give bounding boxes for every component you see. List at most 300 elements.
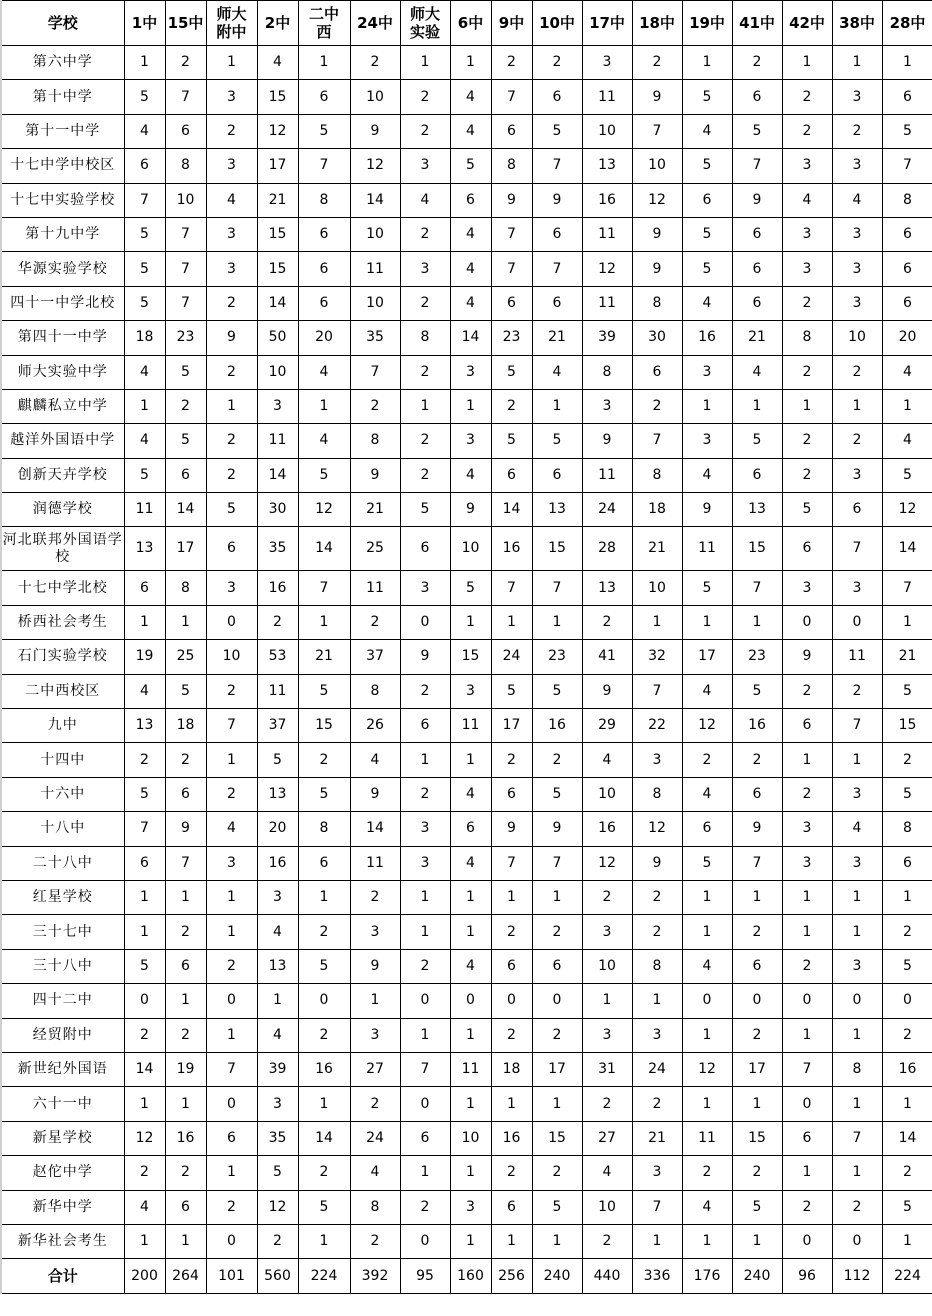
table-row — [1, 527, 932, 571]
total-value: 336 — [632, 1259, 682, 1294]
cell-value: 15 — [732, 527, 782, 571]
school-name: 四十二中 — [1, 984, 124, 1018]
cell-value: 5 — [732, 674, 782, 708]
cell-value: 2 — [832, 114, 882, 148]
cell-value: 6 — [732, 217, 782, 251]
total-value: 264 — [165, 1259, 206, 1294]
cell-value: 14 — [882, 527, 932, 571]
cell-value: 3 — [257, 1087, 298, 1121]
cell-value: 9 — [206, 321, 257, 355]
table-row — [1, 846, 932, 880]
cell-value: 4 — [782, 183, 832, 217]
cell-value: 2 — [206, 949, 257, 983]
header-column — [298, 1, 350, 46]
cell-value: 2 — [491, 1018, 532, 1052]
cell-value: 3 — [450, 355, 491, 389]
cell-value: 12 — [124, 1121, 165, 1155]
cell-value: 7 — [732, 846, 782, 880]
cell-value: 15 — [257, 217, 298, 251]
cell-value: 23 — [532, 640, 582, 674]
cell-value: 6 — [298, 252, 350, 286]
cell-value: 1 — [400, 880, 450, 914]
cell-value: 21 — [257, 183, 298, 217]
cell-value: 17 — [491, 709, 532, 743]
cell-value: 2 — [582, 1087, 632, 1121]
cell-value: 2 — [124, 743, 165, 777]
cell-value: 1 — [400, 46, 450, 80]
cell-value: 3 — [206, 217, 257, 251]
cell-value: 2 — [782, 949, 832, 983]
cell-value: 16 — [582, 183, 632, 217]
cell-value: 4 — [206, 183, 257, 217]
cell-value: 5 — [257, 1156, 298, 1190]
cell-value: 8 — [582, 355, 632, 389]
cell-value: 11 — [682, 1121, 732, 1155]
table-row — [1, 812, 932, 846]
cell-value: 3 — [632, 743, 682, 777]
cell-value: 13 — [582, 149, 632, 183]
cell-value: 17 — [682, 640, 732, 674]
cell-value: 2 — [206, 777, 257, 811]
school-name: 麒麟私立中学 — [1, 389, 124, 423]
cell-value: 1 — [682, 389, 732, 423]
cell-value: 5 — [782, 493, 832, 527]
header-column: 17中 — [582, 1, 632, 46]
cell-value: 1 — [400, 1018, 450, 1052]
cell-value: 1 — [206, 743, 257, 777]
cell-value: 12 — [257, 1190, 298, 1224]
cell-value: 2 — [532, 46, 582, 80]
cell-value: 6 — [532, 949, 582, 983]
table-row — [1, 571, 932, 605]
cell-value: 2 — [732, 1018, 782, 1052]
cell-value: 0 — [832, 984, 882, 1018]
cell-value: 11 — [350, 846, 400, 880]
cell-value: 1 — [257, 984, 298, 1018]
cell-value: 11 — [582, 217, 632, 251]
cell-value: 16 — [682, 321, 732, 355]
cell-value: 4 — [257, 1018, 298, 1052]
cell-value: 1 — [882, 1224, 932, 1258]
cell-value: 2 — [632, 880, 682, 914]
cell-value: 24 — [491, 640, 532, 674]
cell-value: 8 — [350, 674, 400, 708]
cell-value: 1 — [782, 389, 832, 423]
total-value: 224 — [882, 1259, 932, 1294]
cell-value: 10 — [350, 217, 400, 251]
cell-value: 7 — [632, 424, 682, 458]
cell-value: 19 — [124, 640, 165, 674]
table-row — [1, 183, 932, 217]
school-name: 十八中 — [1, 812, 124, 846]
school-name: 河北联邦外国语学校 — [1, 527, 124, 571]
cell-value: 7 — [832, 1121, 882, 1155]
cell-value: 3 — [782, 149, 832, 183]
cell-value: 18 — [165, 709, 206, 743]
header-column: 42中 — [782, 1, 832, 46]
cell-value: 17 — [165, 527, 206, 571]
cell-value: 28 — [582, 527, 632, 571]
cell-value: 1 — [832, 1087, 882, 1121]
cell-value: 50 — [257, 321, 298, 355]
cell-value: 4 — [450, 846, 491, 880]
cell-value: 2 — [400, 114, 450, 148]
cell-value: 6 — [882, 252, 932, 286]
cell-value: 39 — [257, 1052, 298, 1086]
cell-value: 27 — [582, 1121, 632, 1155]
cell-value: 10 — [582, 114, 632, 148]
cell-value: 3 — [206, 80, 257, 114]
table-row — [1, 389, 932, 423]
cell-value: 1 — [582, 984, 632, 1018]
cell-value: 24 — [350, 1121, 400, 1155]
cell-value: 1 — [124, 605, 165, 639]
school-name: 创新天卉学校 — [1, 458, 124, 492]
cell-value: 2 — [832, 355, 882, 389]
cell-value: 1 — [532, 389, 582, 423]
cell-value: 2 — [782, 458, 832, 492]
cell-value: 3 — [832, 149, 882, 183]
cell-value: 3 — [832, 80, 882, 114]
cell-value: 8 — [400, 321, 450, 355]
cell-value: 9 — [491, 183, 532, 217]
cell-value: 3 — [832, 949, 882, 983]
cell-value: 29 — [582, 709, 632, 743]
cell-value: 4 — [582, 1156, 632, 1190]
header-column: 24中 — [350, 1, 400, 46]
table-row — [1, 321, 932, 355]
cell-value: 8 — [632, 286, 682, 320]
cell-value: 17 — [732, 1052, 782, 1086]
cell-value: 25 — [350, 527, 400, 571]
cell-value: 6 — [491, 114, 532, 148]
cell-value: 2 — [206, 674, 257, 708]
cell-value: 2 — [582, 880, 632, 914]
cell-value: 2 — [732, 743, 782, 777]
cell-value: 39 — [582, 321, 632, 355]
cell-value: 5 — [124, 217, 165, 251]
cell-value: 8 — [350, 424, 400, 458]
cell-value: 1 — [450, 1087, 491, 1121]
cell-value: 11 — [450, 1052, 491, 1086]
cell-value: 1 — [882, 880, 932, 914]
cell-value: 1 — [450, 743, 491, 777]
cell-value: 2 — [782, 777, 832, 811]
cell-value: 9 — [632, 252, 682, 286]
cell-value: 31 — [582, 1052, 632, 1086]
cell-value: 14 — [257, 286, 298, 320]
header-column: 18中 — [632, 1, 682, 46]
school-name: 第十中学 — [1, 80, 124, 114]
cell-value: 1 — [682, 880, 732, 914]
school-name: 第六中学 — [1, 46, 124, 80]
cell-value: 14 — [165, 493, 206, 527]
cell-value: 5 — [532, 1190, 582, 1224]
cell-value: 9 — [582, 424, 632, 458]
cell-value: 27 — [350, 1052, 400, 1086]
cell-value: 6 — [732, 777, 782, 811]
cell-value: 7 — [206, 709, 257, 743]
table-row — [1, 1190, 932, 1224]
cell-value: 0 — [400, 605, 450, 639]
cell-value: 1 — [782, 880, 832, 914]
cell-value: 1 — [832, 389, 882, 423]
cell-value: 12 — [257, 114, 298, 148]
cell-value: 11 — [350, 252, 400, 286]
school-name: 第十九中学 — [1, 217, 124, 251]
cell-value: 4 — [298, 424, 350, 458]
cell-value: 1 — [732, 1224, 782, 1258]
cell-value: 2 — [491, 389, 532, 423]
cell-value: 10 — [350, 286, 400, 320]
cell-value: 20 — [257, 812, 298, 846]
cell-value: 2 — [400, 217, 450, 251]
cell-value: 2 — [782, 80, 832, 114]
cell-value: 4 — [682, 949, 732, 983]
cell-value: 2 — [532, 915, 582, 949]
header-column: 9中 — [491, 1, 532, 46]
cell-value: 9 — [632, 846, 682, 880]
cell-value: 8 — [350, 1190, 400, 1224]
cell-value: 4 — [257, 46, 298, 80]
cell-value: 3 — [632, 1018, 682, 1052]
cell-value: 10 — [582, 949, 632, 983]
cell-value: 12 — [682, 709, 732, 743]
cell-value: 1 — [206, 1018, 257, 1052]
cell-value: 8 — [632, 458, 682, 492]
cell-value: 2 — [632, 389, 682, 423]
table-row — [1, 1121, 932, 1155]
table-row — [1, 424, 932, 458]
cell-value: 2 — [400, 286, 450, 320]
total-value: 224 — [298, 1259, 350, 1294]
cell-value: 2 — [882, 1156, 932, 1190]
cell-value: 5 — [206, 493, 257, 527]
cell-value: 1 — [400, 1156, 450, 1190]
cell-value: 5 — [682, 80, 732, 114]
cell-value: 11 — [124, 493, 165, 527]
cell-value: 2 — [582, 605, 632, 639]
cell-value: 15 — [732, 1121, 782, 1155]
cell-value: 6 — [732, 949, 782, 983]
cell-value: 15 — [298, 709, 350, 743]
cell-value: 6 — [882, 846, 932, 880]
cell-value: 5 — [124, 777, 165, 811]
cell-value: 1 — [206, 880, 257, 914]
cell-value: 6 — [532, 217, 582, 251]
cell-value: 0 — [782, 1224, 832, 1258]
cell-value: 7 — [732, 149, 782, 183]
cell-value: 4 — [450, 252, 491, 286]
cell-value: 0 — [782, 1087, 832, 1121]
cell-value: 11 — [257, 424, 298, 458]
school-name: 第十一中学 — [1, 114, 124, 148]
cell-value: 1 — [682, 1087, 732, 1121]
school-name: 红星学校 — [1, 880, 124, 914]
cell-value: 0 — [206, 605, 257, 639]
cell-value: 3 — [682, 355, 732, 389]
cell-value: 1 — [532, 1087, 582, 1121]
cell-value: 4 — [682, 777, 732, 811]
cell-value: 5 — [882, 458, 932, 492]
cell-value: 1 — [450, 389, 491, 423]
cell-value: 16 — [165, 1121, 206, 1155]
cell-value: 5 — [532, 777, 582, 811]
cell-value: 8 — [632, 949, 682, 983]
table-row — [1, 46, 932, 80]
school-name: 新华中学 — [1, 1190, 124, 1224]
cell-value: 14 — [491, 493, 532, 527]
header-line: 师大 — [409, 5, 440, 23]
cell-value: 6 — [400, 1121, 450, 1155]
cell-value: 7 — [882, 149, 932, 183]
cell-value: 14 — [350, 812, 400, 846]
cell-value: 6 — [450, 812, 491, 846]
cell-value: 4 — [682, 674, 732, 708]
cell-value: 25 — [165, 640, 206, 674]
cell-value: 2 — [206, 458, 257, 492]
cell-value: 53 — [257, 640, 298, 674]
cell-value: 3 — [682, 424, 732, 458]
cell-value: 2 — [491, 915, 532, 949]
cell-value: 2 — [782, 286, 832, 320]
school-name: 三十七中 — [1, 915, 124, 949]
cell-value: 14 — [257, 458, 298, 492]
cell-value: 10 — [582, 1190, 632, 1224]
cell-value: 1 — [450, 915, 491, 949]
cell-value: 2 — [165, 915, 206, 949]
cell-value: 2 — [206, 114, 257, 148]
cell-value: 2 — [165, 46, 206, 80]
cell-value: 6 — [682, 183, 732, 217]
cell-value: 1 — [124, 1087, 165, 1121]
cell-value: 2 — [491, 743, 532, 777]
cell-value: 14 — [882, 1121, 932, 1155]
cell-value: 2 — [400, 674, 450, 708]
cell-value: 3 — [206, 846, 257, 880]
cell-value: 18 — [632, 493, 682, 527]
cell-value: 2 — [350, 880, 400, 914]
cell-value: 1 — [491, 1087, 532, 1121]
cell-value: 5 — [491, 674, 532, 708]
table-row — [1, 114, 932, 148]
school-name: 桥西社会考生 — [1, 605, 124, 639]
total-value: 240 — [532, 1259, 582, 1294]
cell-value: 32 — [632, 640, 682, 674]
table-row — [1, 149, 932, 183]
cell-value: 2 — [165, 743, 206, 777]
cell-value: 7 — [165, 846, 206, 880]
cell-value: 3 — [400, 571, 450, 605]
table-row — [1, 1087, 932, 1121]
cell-value: 41 — [582, 640, 632, 674]
cell-value: 5 — [165, 674, 206, 708]
cell-value: 13 — [732, 493, 782, 527]
cell-value: 1 — [732, 880, 782, 914]
table-row — [1, 605, 932, 639]
school-name: 经贸附中 — [1, 1018, 124, 1052]
cell-value: 0 — [298, 984, 350, 1018]
school-name: 新世纪外国语 — [1, 1052, 124, 1086]
cell-value: 16 — [491, 1121, 532, 1155]
cell-value: 17 — [532, 1052, 582, 1086]
cell-value: 0 — [124, 984, 165, 1018]
cell-value: 1 — [682, 1018, 732, 1052]
cell-value: 6 — [532, 458, 582, 492]
cell-value: 7 — [832, 709, 882, 743]
cell-value: 2 — [782, 114, 832, 148]
cell-value: 1 — [832, 1018, 882, 1052]
cell-value: 23 — [491, 321, 532, 355]
cell-value: 6 — [124, 149, 165, 183]
cell-value: 4 — [450, 80, 491, 114]
cell-value: 4 — [124, 674, 165, 708]
cell-value: 15 — [257, 252, 298, 286]
table-row — [1, 640, 932, 674]
cell-value: 7 — [632, 114, 682, 148]
cell-value: 5 — [682, 571, 732, 605]
cell-value: 5 — [532, 424, 582, 458]
cell-value: 3 — [257, 389, 298, 423]
cell-value: 2 — [782, 1190, 832, 1224]
cell-value: 5 — [298, 114, 350, 148]
cell-value: 10 — [165, 183, 206, 217]
cell-value: 3 — [400, 149, 450, 183]
header-school: 学校 — [1, 1, 124, 46]
cell-value: 9 — [450, 493, 491, 527]
cell-value: 16 — [582, 812, 632, 846]
cell-value: 2 — [632, 1087, 682, 1121]
header-column: 2中 — [257, 1, 298, 46]
cell-value: 4 — [124, 1190, 165, 1224]
cell-value: 26 — [350, 709, 400, 743]
header-line: 二中 — [308, 5, 339, 23]
header-column — [206, 1, 257, 46]
cell-value: 1 — [491, 605, 532, 639]
cell-value: 5 — [532, 674, 582, 708]
header-column: 19中 — [682, 1, 732, 46]
school-name: 润德学校 — [1, 493, 124, 527]
cell-value: 2 — [582, 1224, 632, 1258]
header-column: 1中 — [124, 1, 165, 46]
cell-value: 1 — [124, 46, 165, 80]
cell-value: 4 — [682, 458, 732, 492]
cell-value: 0 — [206, 1224, 257, 1258]
school-name: 十七中实验学校 — [1, 183, 124, 217]
cell-value: 7 — [882, 571, 932, 605]
cell-value: 3 — [832, 217, 882, 251]
cell-value: 12 — [632, 812, 682, 846]
cell-value: 1 — [532, 880, 582, 914]
cell-value: 1 — [206, 915, 257, 949]
cell-value: 6 — [491, 777, 532, 811]
cell-value: 6 — [298, 286, 350, 320]
cell-value: 6 — [165, 777, 206, 811]
cell-value: 6 — [165, 949, 206, 983]
cell-value: 8 — [298, 812, 350, 846]
cell-value: 2 — [491, 1156, 532, 1190]
cell-value: 14 — [124, 1052, 165, 1086]
cell-value: 5 — [124, 252, 165, 286]
cell-value: 4 — [682, 286, 732, 320]
cell-value: 5 — [298, 1190, 350, 1224]
cell-value: 12 — [632, 183, 682, 217]
cell-value: 6 — [532, 286, 582, 320]
cell-value: 0 — [400, 1087, 450, 1121]
cell-value: 19 — [165, 1052, 206, 1086]
cell-value: 3 — [582, 46, 632, 80]
cell-value: 9 — [350, 114, 400, 148]
